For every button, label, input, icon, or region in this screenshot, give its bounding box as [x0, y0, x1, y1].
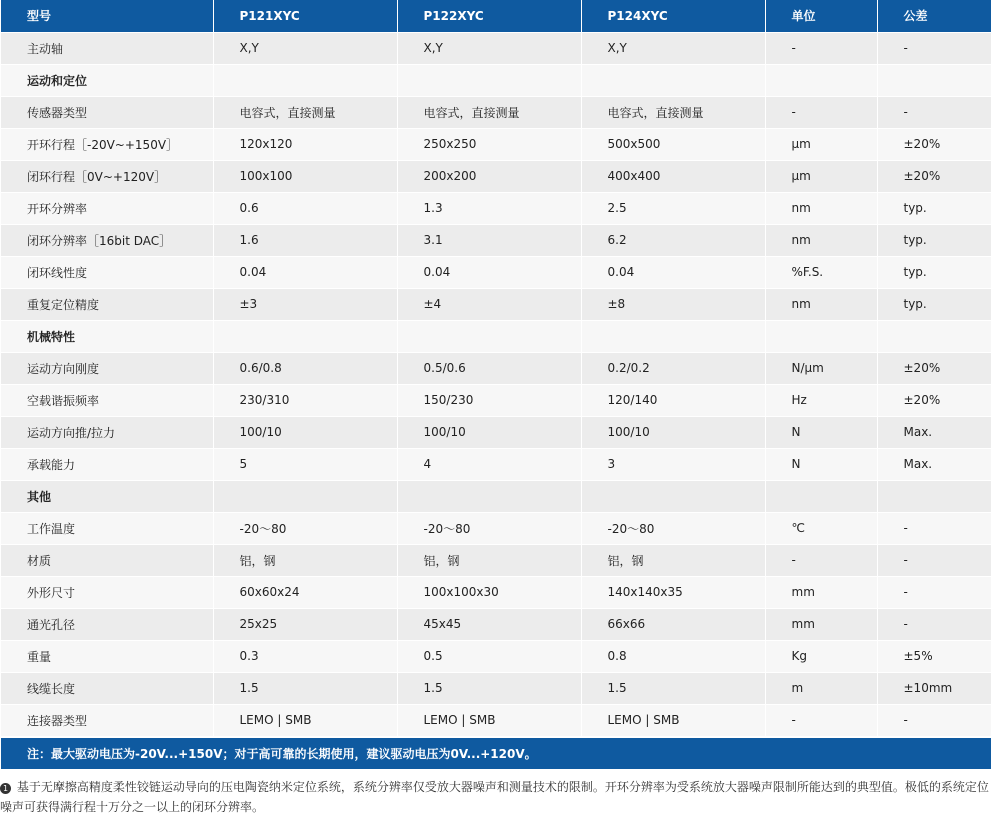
row-label: 外形尺寸 — [1, 576, 213, 608]
table-cell — [877, 320, 991, 352]
table-row — [1, 32, 991, 64]
table-cell: 2.5 — [581, 192, 765, 224]
table-cell: 66x66 — [581, 608, 765, 640]
table-cell: 120/140 — [581, 384, 765, 416]
table-cell: 0.04 — [397, 256, 581, 288]
section-title: 其他 — [1, 480, 213, 512]
table-cell: 400x400 — [581, 160, 765, 192]
table-cell: μm — [765, 160, 877, 192]
table-cell: typ. — [877, 224, 991, 256]
table-cell: nm — [765, 288, 877, 320]
table-cell: 100/10 — [397, 416, 581, 448]
table-cell: - — [765, 704, 877, 736]
table-cell: mm — [765, 576, 877, 608]
table-cell: 250x250 — [397, 128, 581, 160]
table-cell: Kg — [765, 640, 877, 672]
table-cell — [877, 480, 991, 512]
table-cell: 1.6 — [213, 224, 397, 256]
table-row — [1, 544, 991, 576]
table-cell: 230/310 — [213, 384, 397, 416]
row-label: 运动方向推/拉力 — [1, 416, 213, 448]
table-cell: 200x200 — [397, 160, 581, 192]
table-cell: - — [877, 704, 991, 736]
table-cell: 0.8 — [581, 640, 765, 672]
section-row — [1, 64, 991, 96]
table-row — [1, 576, 991, 608]
table-cell: 电容式，直接测量 — [581, 96, 765, 128]
header-cell: 单位 — [765, 0, 877, 32]
table-row — [1, 608, 991, 640]
table-cell: 1.5 — [581, 672, 765, 704]
table-cell: typ. — [877, 288, 991, 320]
footnote-text: 基于无摩擦高精度柔性铰链运动导向的压电陶瓷纳米定位系统，系统分辨率仅受放大器噪声和测量技术的限制。开环分辨率为受系统放大器噪声限制所能达到的典型值。极低的系统定位噪声可获得满行程十万分之一以上的闭环分辨率。 — [0, 779, 989, 814]
table-cell: ±20% — [877, 352, 991, 384]
table-cell: 铝，钢 — [581, 544, 765, 576]
table-cell — [581, 480, 765, 512]
table-cell: N — [765, 448, 877, 480]
table-cell: 500x500 — [581, 128, 765, 160]
table-row — [1, 448, 991, 480]
table-cell — [213, 480, 397, 512]
row-label: 开环分辨率 — [1, 192, 213, 224]
table-cell: 6.2 — [581, 224, 765, 256]
table-cell: 120x120 — [213, 128, 397, 160]
table-cell: nm — [765, 224, 877, 256]
table-cell: ±10mm — [877, 672, 991, 704]
table-cell: LEMO | SMB — [581, 704, 765, 736]
table-cell: ±8 — [581, 288, 765, 320]
table-cell: typ. — [877, 192, 991, 224]
table-cell — [765, 64, 877, 96]
table-row — [1, 128, 991, 160]
table-cell: N/μm — [765, 352, 877, 384]
row-label: 连接器类型 — [1, 704, 213, 736]
table-cell: mm — [765, 608, 877, 640]
table-cell: 电容式，直接测量 — [213, 96, 397, 128]
table-cell — [397, 64, 581, 96]
table-cell: nm — [765, 192, 877, 224]
table-cell: ±20% — [877, 128, 991, 160]
table-cell: ±5% — [877, 640, 991, 672]
table-cell: - — [877, 96, 991, 128]
row-label: 运动方向刚度 — [1, 352, 213, 384]
table-cell: 铝，钢 — [397, 544, 581, 576]
table-row — [1, 704, 991, 736]
row-label: 主动轴 — [1, 32, 213, 64]
table-cell: typ. — [877, 256, 991, 288]
table-cell: Hz — [765, 384, 877, 416]
table-cell: 0.6 — [213, 192, 397, 224]
table-cell: 100x100x30 — [397, 576, 581, 608]
table-cell: 1.5 — [397, 672, 581, 704]
table-cell: 铝，钢 — [213, 544, 397, 576]
table-cell: 150/230 — [397, 384, 581, 416]
table-row — [1, 416, 991, 448]
table-row — [1, 96, 991, 128]
table-cell: 100/10 — [213, 416, 397, 448]
table-header — [1, 0, 991, 32]
table-cell — [397, 480, 581, 512]
row-label: 重量 — [1, 640, 213, 672]
table-cell: - — [877, 544, 991, 576]
table-cell — [877, 64, 991, 96]
table-cell: ℃ — [765, 512, 877, 544]
table-cell: - — [877, 32, 991, 64]
table-row — [1, 256, 991, 288]
table-cell: 0.5 — [397, 640, 581, 672]
footnote-number-icon: 1 — [0, 783, 11, 794]
footnote — [0, 769, 990, 817]
table-cell: 60x60x24 — [213, 576, 397, 608]
table-cell: 100/10 — [581, 416, 765, 448]
row-label: 材质 — [1, 544, 213, 576]
section-row — [1, 320, 991, 352]
table-cell: - — [765, 96, 877, 128]
table-cell: 0.6/0.8 — [213, 352, 397, 384]
row-label: 工作温度 — [1, 512, 213, 544]
header-cell: 公差 — [877, 0, 991, 32]
table-cell: X,Y — [397, 32, 581, 64]
row-label: 闭环线性度 — [1, 256, 213, 288]
table-cell: Max. — [877, 416, 991, 448]
table-cell: ±4 — [397, 288, 581, 320]
table-cell: 3.1 — [397, 224, 581, 256]
table-cell: 100x100 — [213, 160, 397, 192]
row-label: 开环行程［-20V~+150V］ — [1, 128, 213, 160]
table-cell: ±3 — [213, 288, 397, 320]
row-label: 承载能力 — [1, 448, 213, 480]
table-cell — [581, 320, 765, 352]
table-cell: 0.3 — [213, 640, 397, 672]
section-title: 机械特性 — [1, 320, 213, 352]
table-row — [1, 192, 991, 224]
table-cell: 140x140x35 — [581, 576, 765, 608]
header-cell: P121XYC — [213, 0, 397, 32]
table-cell: 0.2/0.2 — [581, 352, 765, 384]
table-row — [1, 288, 991, 320]
table-cell: %F.S. — [765, 256, 877, 288]
table-cell: 0.04 — [213, 256, 397, 288]
table-cell: X,Y — [581, 32, 765, 64]
table-body — [1, 32, 991, 736]
table-cell: - — [877, 608, 991, 640]
table-cell: - — [877, 576, 991, 608]
table-cell — [397, 320, 581, 352]
table-row — [1, 512, 991, 544]
table-cell — [581, 64, 765, 96]
row-label: 空载谐振频率 — [1, 384, 213, 416]
row-label: 重复定位精度 — [1, 288, 213, 320]
header-model: 型号 — [1, 0, 213, 32]
table-cell: - — [765, 32, 877, 64]
table-cell: 电容式，直接测量 — [397, 96, 581, 128]
header-cell: P124XYC — [581, 0, 765, 32]
table-cell: 45x45 — [397, 608, 581, 640]
table-cell: 1.3 — [397, 192, 581, 224]
table-cell: -20～80 — [213, 512, 397, 544]
table-row — [1, 160, 991, 192]
row-label: 通光孔径 — [1, 608, 213, 640]
row-label: 传感器类型 — [1, 96, 213, 128]
table-cell: - — [765, 544, 877, 576]
table-cell: - — [877, 512, 991, 544]
table-cell: 0.5/0.6 — [397, 352, 581, 384]
table-cell: 3 — [581, 448, 765, 480]
table-cell — [765, 320, 877, 352]
table-cell: ±20% — [877, 160, 991, 192]
row-label: 闭环行程［0V~+120V］ — [1, 160, 213, 192]
table-cell — [213, 320, 397, 352]
table-row — [1, 384, 991, 416]
row-label: 线缆长度 — [1, 672, 213, 704]
note-bar: 注：最大驱动电压为-20V...+150V；对于高可靠的长期使用，建议驱动电压为0V...+120V。 — [1, 737, 991, 769]
table-cell: -20～80 — [581, 512, 765, 544]
table-cell — [765, 480, 877, 512]
table-cell: 0.04 — [581, 256, 765, 288]
row-label: 闭环分辨率［16bit DAC］ — [1, 224, 213, 256]
table-cell: 1.5 — [213, 672, 397, 704]
table-row — [1, 672, 991, 704]
table-cell: 25x25 — [213, 608, 397, 640]
table-cell: LEMO | SMB — [213, 704, 397, 736]
spec-table — [1, 0, 992, 737]
table-cell: N — [765, 416, 877, 448]
table-cell: 4 — [397, 448, 581, 480]
table-cell: LEMO | SMB — [397, 704, 581, 736]
header-row — [1, 0, 991, 32]
table-cell: -20～80 — [397, 512, 581, 544]
table-row — [1, 224, 991, 256]
table-cell: m — [765, 672, 877, 704]
section-title: 运动和定位 — [1, 64, 213, 96]
table-cell: μm — [765, 128, 877, 160]
table-row — [1, 640, 991, 672]
table-cell: 5 — [213, 448, 397, 480]
table-cell: ±20% — [877, 384, 991, 416]
table-cell — [213, 64, 397, 96]
table-cell: X,Y — [213, 32, 397, 64]
section-row — [1, 480, 991, 512]
table-cell: Max. — [877, 448, 991, 480]
table-row — [1, 352, 991, 384]
header-cell: P122XYC — [397, 0, 581, 32]
